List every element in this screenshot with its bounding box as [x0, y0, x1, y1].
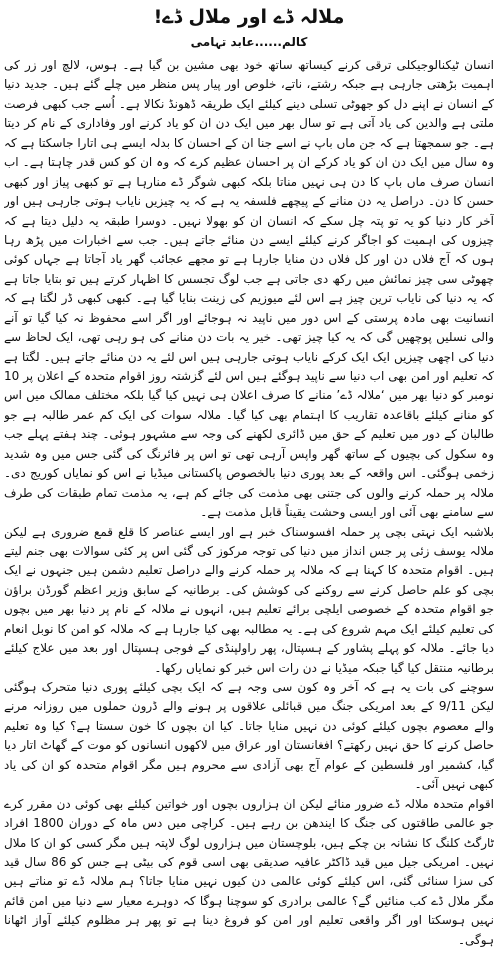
article-paragraph: سوچنے کی بات یہ ہے کہ آخر وہ کون سی وجہ ہے کہ ایک بچی کیلئے پوری دنیا متحرک ہوگئی لیکن 9/11 کے بعد امریکی جنگ میں قبائلی علاقوں پر ہونے والے ڈرون حملوں میں روزانہ مرنے والے معصوم بچوں کیلئے کوئی دن نہیں منایا جاتا۔ کیا ان بچوں کا خون سستا ہے؟ کیا وہ تعلیم حاصل کرنے کا حق نہیں رکھتے؟ افغانستان اور عراق میں لاکھوں انسانوں کو موت کے گھاٹ اتار دیا گیا، کشمیر اور فلسطین کے عوام آج بھی آزادی سے محروم ہیں مگر اقوام متحدہ کو ان کی یاد کبھی نہیں آئی۔	[4, 680, 494, 792]
article-title: ملالہ ڈے اور ملال ڈے!	[153, 6, 345, 28]
article-paragraph: انسان ٹیکنالوجیکلی ترقی کرنے کیساتھ ساتھ خود بھی مشین بن گیا ہے۔ ہوس، لالچ اور زر کی اہمیت بڑھتی جارہی ہے جبکہ رشتے، ناتے، خلوص اور پیار پس منظر میں چلے گئے ہیں۔ جدید دنیا کے انسان نے اپنے دل کو جھوٹی تسلی دینے کیلئے ایک طریقہ ڈھونڈ نکالا ہے۔ اُسے جب کبھی فرصت ملتی ہے والدین کی یاد آتی ہے تو سال بھر میں ایک دن ان کو یاد کرنے اور وفاداری کے نام کر دیتا ہے۔ جو سمجھتا ہے کہ جن ماں باپ نے اسے جنا ان کے احسان کا بدلہ ایسے ہی اتارا جاسکتا ہے کہ وہ سال میں ایک دن ان کو یاد کرکے ان پر احسان عظیم کرے کہ وہ ان کو کس قدر چاہتا ہے۔ اب انسان صرف ماں باپ کا دن ہی نہیں مناتا بلکہ کبھی شوگر ڈے منارہا ہے تو کبھی پیاز اور کبھی حسن کا دن۔ دراصل یہ دن منانے کے پیچھے فلسفہ یہ ہے کہ یہ چیزیں نایاب ہوتی جارہی ہیں اور آخر کار دنیا کو یہ تو پتہ چل سکے کہ انسان ان کو بھولا نہیں۔ دوسرا طبقہ یہ دلیل دیتا ہے کہ چیزوں کی اہمیت کو اجاگر کرنے کیلئے ایسے دن منائے جاتے ہیں۔ جب سے اخبارات میں پڑھ رہا ہوں کہ آج فلاں دن اور کل فلاں دن منایا جارہا ہے تو مجھے عجائب گھر یاد آجاتا ہے جہاں کوئی چھوٹی سی چیز نمائش میں رکھ دی جاتی ہے جب لوگ تجسس کا اظہار کرتے ہیں تو بتایا جاتا ہے کہ یہ دنیا کی نایاب ترین چیز ہے اس لئے میوزیم کی زینت بنایا گیا ہے۔ کبھی کبھی ڈر لگتا ہے کہ انسانیت بھی مادہ پرستی کے اس دور میں ناپید نہ ہوجائے اور اگر اسے محفوظ نہ کیا گیا تو آنے والی نسلیں پوچھیں گی کہ یہ کیا چیز تھی۔ خیر یہ بات دن منانے کی ہو رہی تھی، ایک لحاظ سے دنیا کی اچھی چیزیں ایک ایک کرکے نایاب ہوتی جارہی ہیں اس لئے یہ دن منائے جاتے ہیں۔ لگتا ہے کہ تعلیم اور امن بھی اب دنیا سے ناپید ہوگئے ہیں اس لئے گزشتہ روز اقوام متحدہ کے اعلان پر 10 نومبر کو دنیا بھر میں ‘ملالہ ڈے’ منانے کا صرف اعلان ہی نہیں کیا گیا بلکہ مختلف ممالک میں اس کو منانے کیلئے باقاعدہ تقاریب کا اہتمام بھی کیا گیا۔ ملالہ سوات کی ایک کم عمر طالبہ ہے جو طالبان کے دور میں تعلیم کے حق میں ڈائری لکھنے کی وجہ سے مشہور ہوئی۔ چند ہفتے پہلے جب وہ سکول کی بچیوں کے ساتھ گھر واپس آرہی تھی تو اس پر فائرنگ کی گئی جس میں وہ شدید زخمی ہوگئی۔ اس واقعہ کے بعد پوری دنیا بالخصوص پاکستانی میڈیا نے اس کو نمایاں کوریج دی۔ ملالہ پر حملہ کرنے والوں کی جتنی بھی مذمت کی جائے کم ہے، یہ مذمت تمام طبقات کی طرف سے سامنے بھی آئی اور ایسی وحشت یقیناً قابل مذمت ہے۔	[4, 58, 494, 520]
article-paragraph: اقوام متحدہ ملالہ ڈے ضرور منائے لیکن ان ہزاروں بچوں اور خواتین کیلئے بھی کوئی دن مقرر کرے جو عالمی طاقتوں کی جنگ کا ایندھن بن رہے ہیں۔ کراچی میں دس ماہ کے دوران 1800 افراد ٹارگٹ کلنگ کا نشانہ بن چکے ہیں، بلوچستان میں ہزاروں لوگ لاپتہ ہیں مگر کسی کو ان کا ملال نہیں۔ امریکی جیل میں قید ڈاکٹر عافیہ صدیقی بھی اسی قوم کی بیٹی ہے جس کو 86 سال قید کی سزا سنائی گئی، اس کیلئے کوئی عالمی دن کیوں نہیں منایا جاتا؟ ہم ملالہ ڈے تو مناتے ہیں مگر ملال ڈے کب منائیں گے؟ عالمی برادری کو سوچنا ہوگا کہ دوہرے معیار سے دنیا میں امن قائم نہیں ہوسکتا اور اگر واقعی تعلیم اور امن کو فروغ دینا ہے تو پھر ہر مظلوم کیلئے آواز اٹھانا ہوگی۔	[4, 796, 494, 947]
article-body	[4, 56, 494, 968]
article-byline: کالم......عابد تہامی	[190, 35, 308, 49]
article-paragraph: بلاشبہ ایک نہتی بچی پر حملہ افسوسناک خبر ہے اور ایسے عناصر کا قلع قمع ضروری ہے لیکن ملالہ یوسف زئی پر جس انداز میں دنیا کی توجہ مرکوز کی گئی اس پر کئی سوالات بھی جنم لیتے ہیں۔ اقوام متحدہ کا کہنا ہے کہ ملالہ پر حملہ کرنے والے دراصل تعلیم دشمن ہیں جنہوں نے ایک بچی کو علم حاصل کرنے سے روکنے کی کوشش کی۔ برطانیہ کے سابق وزیر اعظم گورڈن براؤن جو اقوام متحدہ کے خصوصی ایلچی برائے تعلیم ہیں، انہوں نے ملالہ کے نام پر دنیا بھر میں بچوں کی تعلیم کیلئے ایک مہم شروع کی ہے۔ یہ مطالبہ بھی کیا جارہا ہے کہ ملالہ کو امن کا نوبل انعام دیا جائے۔ ملالہ کو پہلے پشاور کے ہسپتال، پھر راولپنڈی کے فوجی ہسپتال اور بعد میں علاج کیلئے برطانیہ منتقل کیا گیا جبکہ میڈیا نے دن رات اس خبر کو نمایاں رکھا۔	[4, 524, 494, 675]
